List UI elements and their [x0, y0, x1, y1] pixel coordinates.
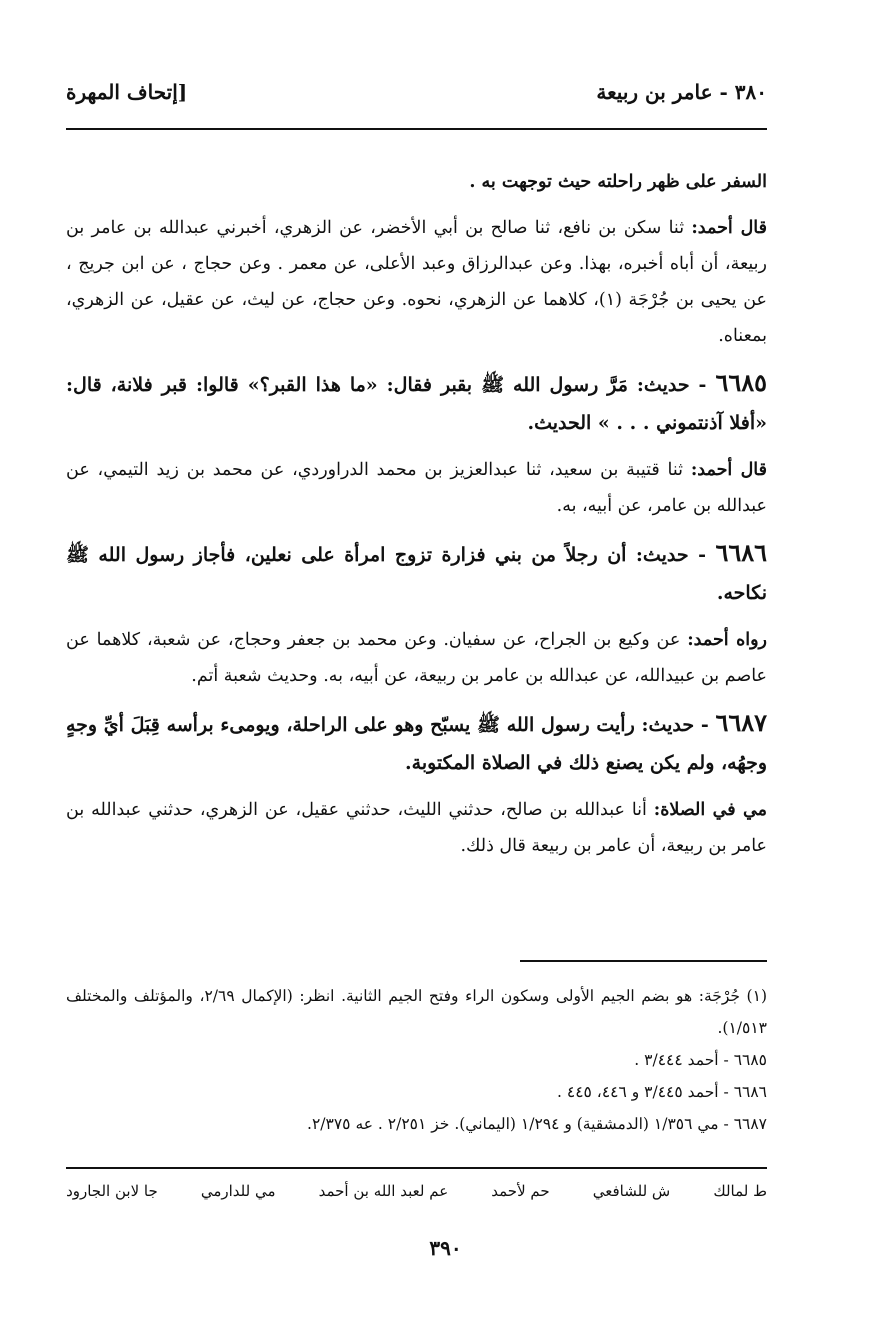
abbreviations-rule	[66, 1167, 767, 1169]
isnad-text: ثنا سكن بن نافع، ثنا صالح بن أبي الأخضر، عن الزهري، أخبرني عبدالله بن عامر بن ربيعة، أن أباه أخبره، بهذا. وعن عبدالرزاق وعبد الأعلى، عن معمر . وعن حجاج ، عن ابن جريج ، عن يحيى بن جُرْجَة (١)، كلاهما عن الزهري، نحوه. وعن حجاج، عن ليث، عن عقيل، عن الزهري، بمعناه.	[66, 218, 768, 346]
running-header	[66, 80, 767, 104]
paragraph-continuation: السفر على ظهر راحلته حيث توجهت به .	[469, 172, 767, 192]
hadith-number: ٦٦٨٧	[715, 708, 767, 737]
abbr-item: ط لمالك	[713, 1182, 767, 1200]
footnote-rule	[520, 960, 767, 962]
header-rule	[66, 128, 767, 130]
paragraph-isnad-4	[66, 792, 767, 864]
hadith-6685	[66, 364, 767, 442]
hadith-number: ٦٦٨٥	[715, 368, 767, 397]
paragraph-isnad-1	[66, 210, 767, 354]
isnad-text: ثنا قتيبة بن سعيد، ثنا عبدالعزيز بن محمد الدراوردي، عن محمد بن زيد التيمي، عن عبدالله بن عامر، عن أبيه، به.	[66, 460, 767, 516]
isnad-lead: قال أحمد:	[691, 218, 767, 238]
hadith-text: - حديث: أن رجلاً من بني فزارة تزوج امرأة على نعلين، فأجاز رسول الله ﷺ نكاحه.	[66, 544, 767, 604]
header-book-title: [إتحاف المهرة	[66, 80, 188, 104]
footnote-source-6685: ٦٦٨٥ - أحمد ٣/٤٤٤ .	[634, 1051, 767, 1069]
abbr-item: حم لأحمد	[491, 1182, 550, 1200]
paragraph-isnad-3	[66, 622, 767, 694]
isnad-text: أنا عبدالله بن صالح، حدثني الليث، حدثني عقيل، عن الزهري، حدثني عبدالله بن عامر بن ربيعة، أن عامر بن ربيعة قال ذلك.	[66, 800, 767, 856]
hadith-6687	[66, 704, 767, 782]
hadith-6686	[66, 534, 767, 612]
abbr-item: ش للشافعي	[592, 1182, 671, 1200]
main-text	[66, 164, 767, 874]
isnad-lead: مي في الصلاة:	[653, 800, 767, 820]
footnote-source-6687: ٦٦٨٧ - مي ١/٣٥٦ (الدمشقية) و ١/٢٩٤ (اليماني). خز ٢/٢٥١ . عه ٢/٣٧٥.	[307, 1115, 767, 1133]
hadith-text: - حديث: رأيت رسول الله ﷺ يسبّح وهو على الراحلة، ويومىء برأسه قِبَلَ أيِّ وجهٍ وجهُه، ولم يكن يصنع ذلك في الصلاة المكتوبة.	[66, 714, 767, 774]
isnad-lead: قال أحمد:	[690, 460, 768, 480]
page-number: ٣٩٠	[429, 1236, 462, 1260]
abbr-item: عم لعبد الله بن أحمد	[318, 1182, 449, 1200]
abbreviations-key	[66, 1182, 767, 1200]
footnotes	[66, 980, 767, 1140]
footnote-1: (١) جُرْجَة: هو بضم الجيم الأولى وسكون الراء وفتح الجيم الثانية. انظر: (الإكمال ٢/٦٩، والمؤتلف والمختلف ١/٥١٣).	[66, 987, 767, 1037]
hadith-number: ٦٦٨٦	[715, 538, 767, 567]
abbr-item: جا لابن الجارود	[66, 1182, 158, 1200]
footnote-source-6686: ٦٦٨٦ - أحمد ٣/٤٤٥ و ٤٤٦، ٤٤٥ .	[557, 1083, 767, 1101]
hadith-text: - حديث: مَرَّ رسول الله ﷺ بقبر فقال: «ما هذا القبر؟» قالوا: قبر فلانة، قال: «أفلا آذنتموني . . . » الحديث.	[66, 374, 767, 434]
isnad-lead: رواه أحمد:	[687, 630, 768, 650]
isnad-text: عن وكيع بن الجراح، عن سفيان. وعن محمد بن جعفر وحجاج، عن شعبة، كلاهما عن عاصم بن عبيدالله، عن عبدالله بن عامر بن ربيعة، عن أبيه، به. وحديث شعبة أتم.	[66, 630, 767, 686]
abbr-item: مي للدارمي	[200, 1182, 276, 1200]
paragraph-isnad-2	[66, 452, 767, 524]
header-chapter: ٣٨٠ - عامر بن ربيعة	[596, 80, 767, 104]
